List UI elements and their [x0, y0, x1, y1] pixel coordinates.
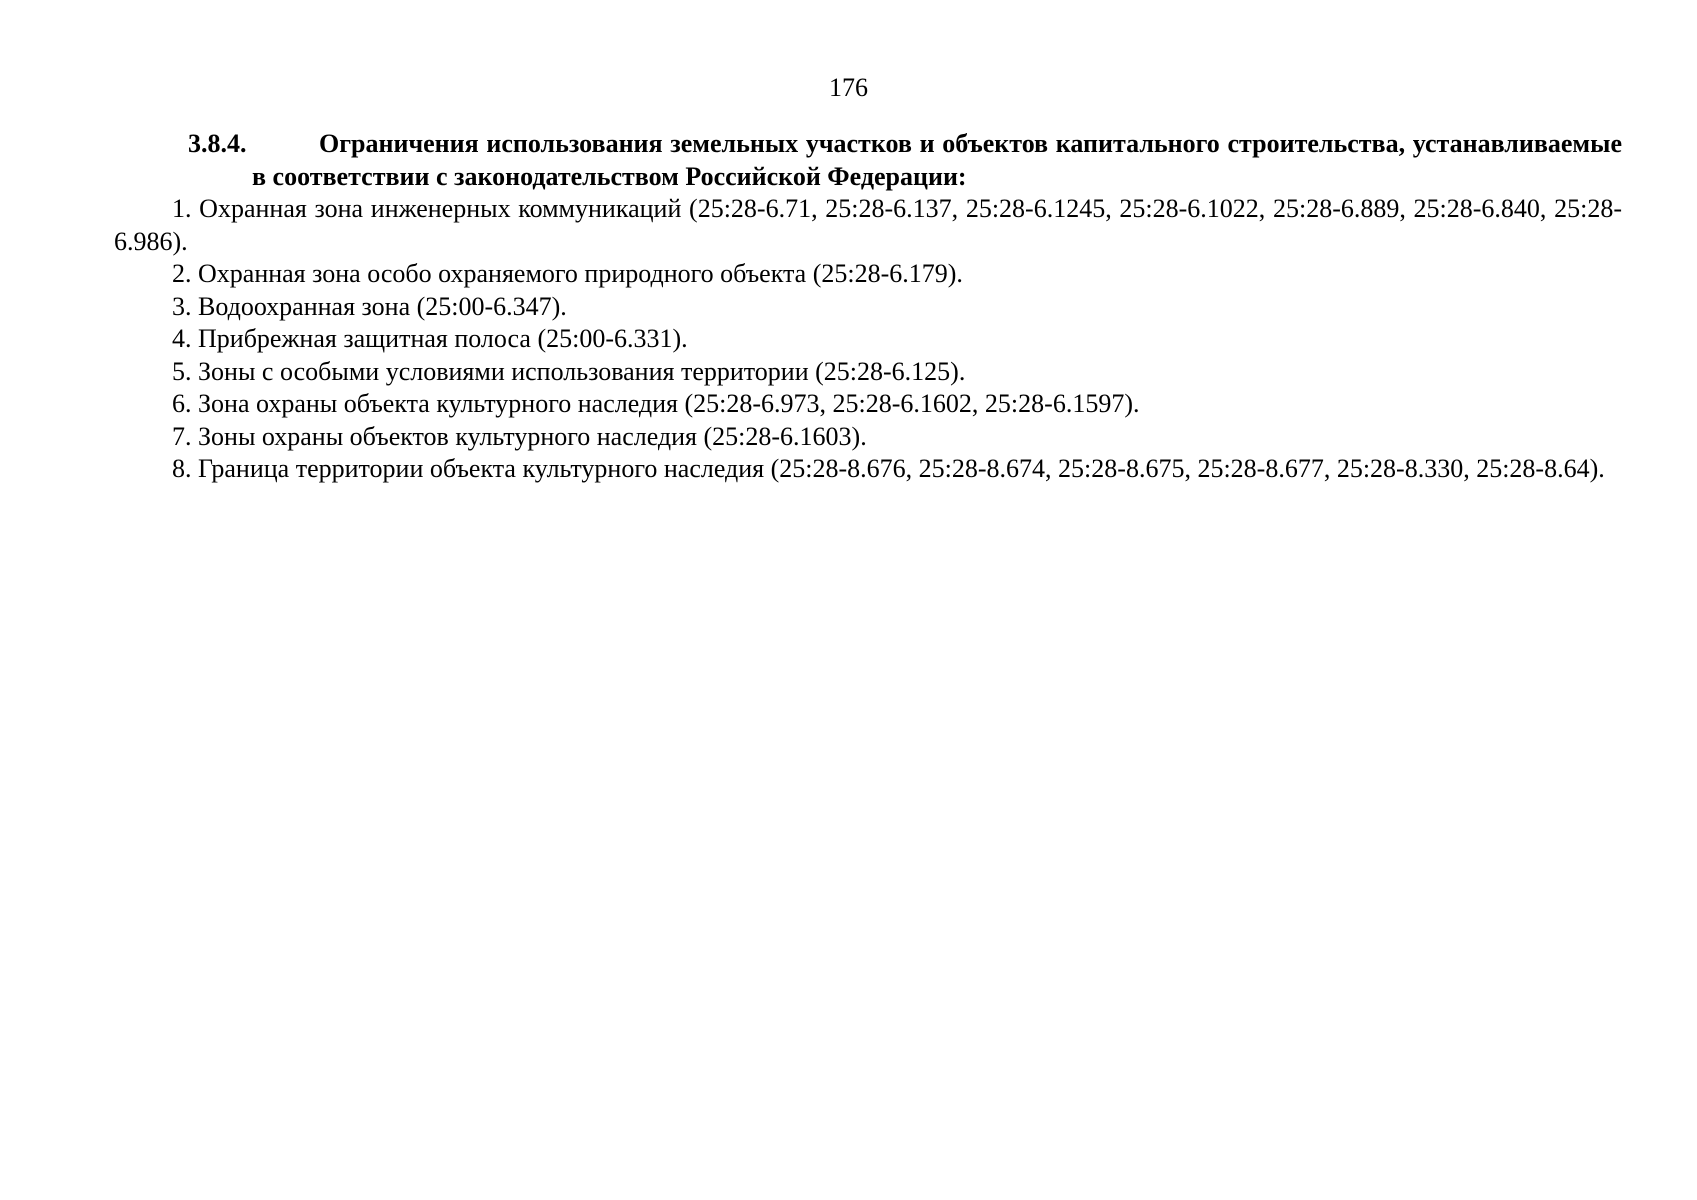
list-item: 7. Зоны охраны объектов культурного наследия (25:28-6.1603).	[172, 421, 867, 451]
page-number: 176	[829, 73, 868, 102]
list-item: 6. Зона охраны объекта культурного наследия (25:28-6.973, 25:28-6.1602, 25:28-6.1597).	[172, 389, 1140, 418]
section-heading	[114, 128, 1622, 193]
section-title: Ограничения использования земельных участков и объектов капитального строительства, устанавливаемые в соответствии с законодательством Российской Федерации:	[252, 129, 1622, 191]
list-item: 3. Водоохранная зона (25:00-6.347).	[172, 291, 567, 321]
list-item: 4. Прибрежная защитная полоса (25:00-6.331).	[172, 324, 688, 353]
list-item: 5. Зоны с особыми условиями использования территории (25:28-6.125).	[172, 356, 966, 386]
list-item: 1. Охранная зона инженерных коммуникаций (25:28-6.71, 25:28-6.137, 25:28-6.1245, 25:28-6.1022, 25:28-6.889, 25:28-6.840, 25:28-6.986).	[114, 194, 1622, 256]
section-number: 3.8.4.	[188, 129, 247, 158]
restrictions-list	[114, 193, 1622, 486]
list-item: 8. Граница территории объекта культурного наследия (25:28-8.676, 25:28-8.674, 25:28-8.675, 25:28-8.677, 25:28-8.330, 25:28-8.64).	[172, 454, 1605, 483]
list-item: 2. Охранная зона особо охраняемого природного объекта (25:28-6.179).	[172, 259, 963, 288]
section-content	[114, 128, 1622, 486]
